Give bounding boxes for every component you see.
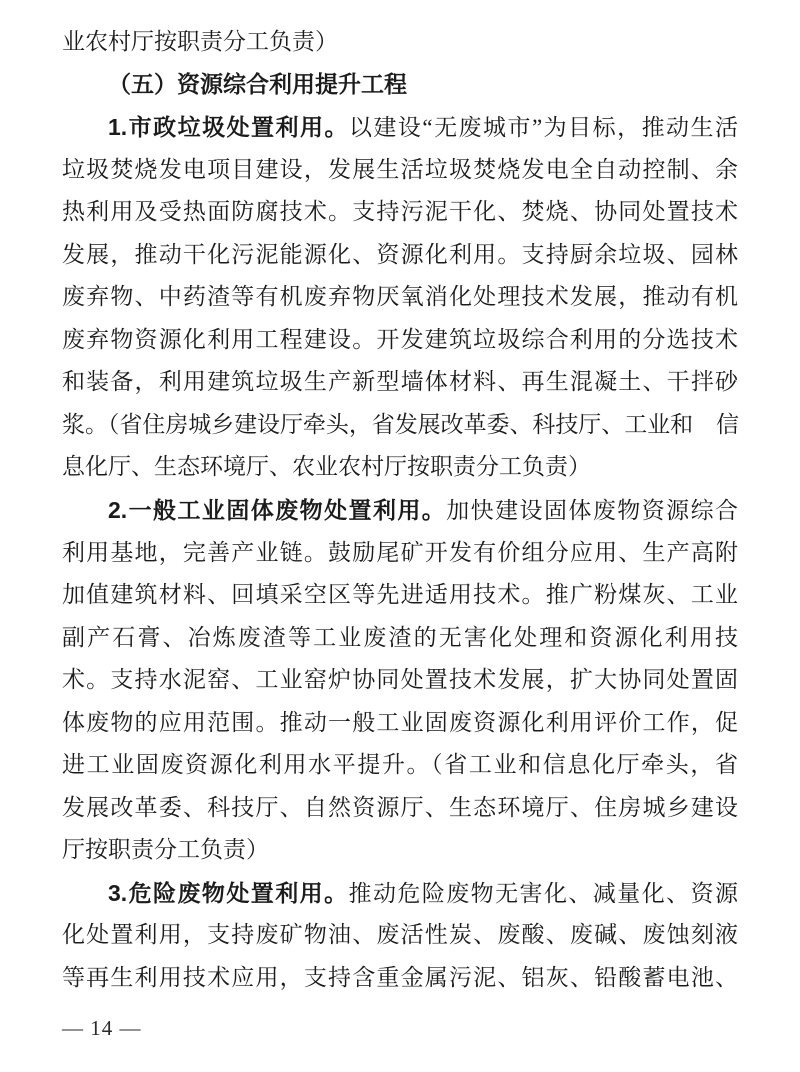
text-line: 息化厅、生态环境厅、农业农村厅按职责分工负责）: [62, 454, 591, 480]
text-line: 副产石膏、冶炼废渣等工业废渣的无害化处理和资源化利用技: [62, 624, 738, 650]
page-number: — 14 —: [62, 1016, 142, 1040]
text-line: 术。支持水泥窑、工业窑炉协同处置技术发展，扩大协同处置固: [62, 667, 738, 693]
text-line: 热利用及受热面防腐技术。支持污泥干化、焚烧、协同处置技术: [62, 199, 738, 225]
paragraph-lead: 1.市政垃圾处置利用。: [108, 114, 349, 141]
paragraph-lead: 3.危险废物处置利用。: [108, 879, 349, 906]
document-body: [62, 21, 738, 1000]
text-line: 加值建筑材料、回填采空区等先进适用技术。推广粉煤灰、工业: [62, 582, 738, 608]
text-line: 浆。（省住房城乡建设厅牵头，省发展改革委、科技厅、工业和 信: [62, 411, 738, 437]
text-line: 2.一般工业固体废物处置利用。加快建设固体废物资源综合: [108, 497, 739, 524]
text-line: 废弃物资源化利用工程建设。开发建筑垃圾综合利用的分选技术: [62, 326, 738, 352]
text-line: 利用基地，完善产业链。鼓励尾矿开发有价组分应用、生产高附: [62, 539, 738, 565]
text-line: （五）资源综合利用提升工程: [108, 71, 407, 97]
text-line: 发展，推动干化污泥能源化、资源化利用。支持厨余垃圾、园林: [62, 241, 738, 267]
text-line: 废弃物、中药渣等有机废弃物厌氧消化处理技术发展，推动有机: [62, 284, 738, 310]
paragraph-lead: 2.一般工业固体废物处置利用。: [108, 497, 447, 524]
text-line: 和装备，利用建筑垃圾生产新型墙体材料、再生混凝土、干拌砂: [62, 369, 738, 395]
text-line: 体废物的应用范围。推动一般工业固废资源化利用评价工作，促: [62, 709, 738, 735]
text-line: 发展改革委、科技厅、自然资源厅、生态环境厅、住房城乡建设: [62, 794, 738, 820]
text-line: 垃圾焚烧发电项目建设，发展生活垃圾焚烧发电全自动控制、余: [62, 156, 738, 182]
text-line: 业农村厅按职责分工负责）: [62, 29, 338, 54]
text-line: 3.危险废物处置利用。推动危险废物无害化、减量化、资源: [108, 879, 739, 906]
text-line: 厅按职责分工负责）: [62, 837, 269, 863]
text-line: 进工业固废资源化利用水平提升。（省工业和信息化厅牵头，省: [62, 752, 738, 778]
text-line: 化处置利用，支持废矿物油、废活性炭、废酸、废碱、废蚀刻液: [62, 922, 738, 948]
text-line: 等再生利用技术应用，支持含重金属污泥、铝灰、铅酸蓄电池、: [62, 965, 738, 991]
page-footer: [62, 1016, 142, 1041]
text-line: 1.市政垃圾处置利用。以建设“无废城市”为目标，推动生活: [108, 114, 738, 141]
